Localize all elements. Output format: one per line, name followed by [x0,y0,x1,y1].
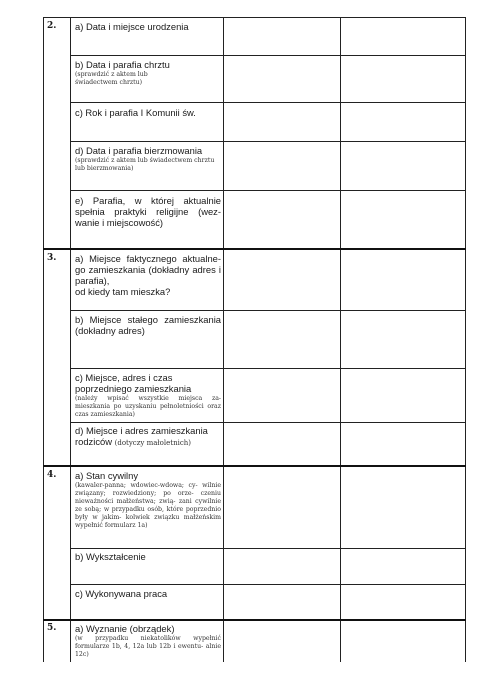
row-divider [70,548,466,549]
field-label: b) Miejsce stałego zamieszkania (dokładny adres) [75,314,221,336]
field-note: (sprawdzić z aktem lub świadectwem chrztu) [75,71,148,86]
field-birth-date-place [75,21,221,32]
field-note: (dotyczy małoletnich) [114,439,191,447]
section-number: 3. [47,253,57,263]
section-number: 4. [47,470,57,480]
field-religion-rite [75,623,221,659]
row-divider [70,141,466,142]
column-divider-answer [340,17,341,662]
section-divider [43,248,466,250]
table-border-right [465,17,466,662]
field-education [75,551,221,562]
section-divider [43,619,466,621]
section-number: 2. [47,21,57,31]
column-divider-number [70,17,71,662]
column-divider-label [223,17,224,662]
row-divider [70,190,466,191]
field-label: c) Miejsce, adres i czas poprzedniego zamieszkania [75,372,192,394]
field-note: (należy wpisać wszystkie miejsca za- mieszkania po uzyskaniu pełnoletniości oraz czas zamieszkania) [75,395,221,418]
field-label: a) Data i miejsce urodzenia [75,21,189,32]
field-first-communion [75,107,221,118]
field-note: (sprawdzić z aktem lub świadectwem chrztu lub bierzmowania) [75,157,215,172]
row-divider [70,102,466,103]
field-label: e) Parafia, w której aktualnie spełnia praktyki religijne (wez- wanie i miejscowość) [75,195,221,228]
field-label: d) Data i parafia bierzmowania [75,145,203,156]
field-note: (w przypadku niekatolików wypełnić formularze 1b, 4, 12a lub 12b i ewentu- alnie 12c) [75,635,221,658]
field-permanent-residence [75,314,221,336]
row-divider [70,584,466,585]
row-divider [70,310,466,311]
field-label: b) Wykształcenie [75,551,146,562]
row-divider [70,368,466,369]
field-parents-residence [75,425,221,449]
row-divider [70,55,466,56]
field-label: d) Miejsce i adres zamieszkania rodziców [75,425,208,447]
table-border-left [43,17,44,662]
field-label: a) Wyznanie (obrządek) [75,623,175,634]
field-occupation [75,588,221,599]
field-label: b) Data i parafia chrztu [75,59,170,70]
field-marital-status [75,470,221,530]
section-divider [43,465,466,467]
row-divider [70,422,466,423]
field-label: c) Wykonywana praca [75,588,168,599]
section-number: 5. [47,623,57,633]
field-confirmation [75,145,221,173]
field-current-residence [75,253,221,297]
field-religious-practice-parish [75,195,221,228]
field-label: c) Rok i parafia I Komunii św. [75,107,196,118]
field-baptism-date-parish [75,59,221,87]
table-border-top [43,17,466,18]
field-previous-residence [75,372,221,419]
field-label-question: od kiedy tam mieszka? [75,286,171,297]
field-label: a) Miejsce faktycznego aktualne- go zamieszkania (dokładny adres i parafia), [75,253,221,286]
field-note: (kawaler-panna; wdowiec-wdowa; cy- wilnie związany; rozwiedziony; po orze- czeniu nieważności małżeństwa; zwią- zani cywilnie ze sobą; w przypadku osób, które poprzednio były w jakim- kolwiek związku małżeńskim wypełnić formularz 1a) [75,482,221,529]
field-label: a) Stan cywilny [75,470,139,481]
